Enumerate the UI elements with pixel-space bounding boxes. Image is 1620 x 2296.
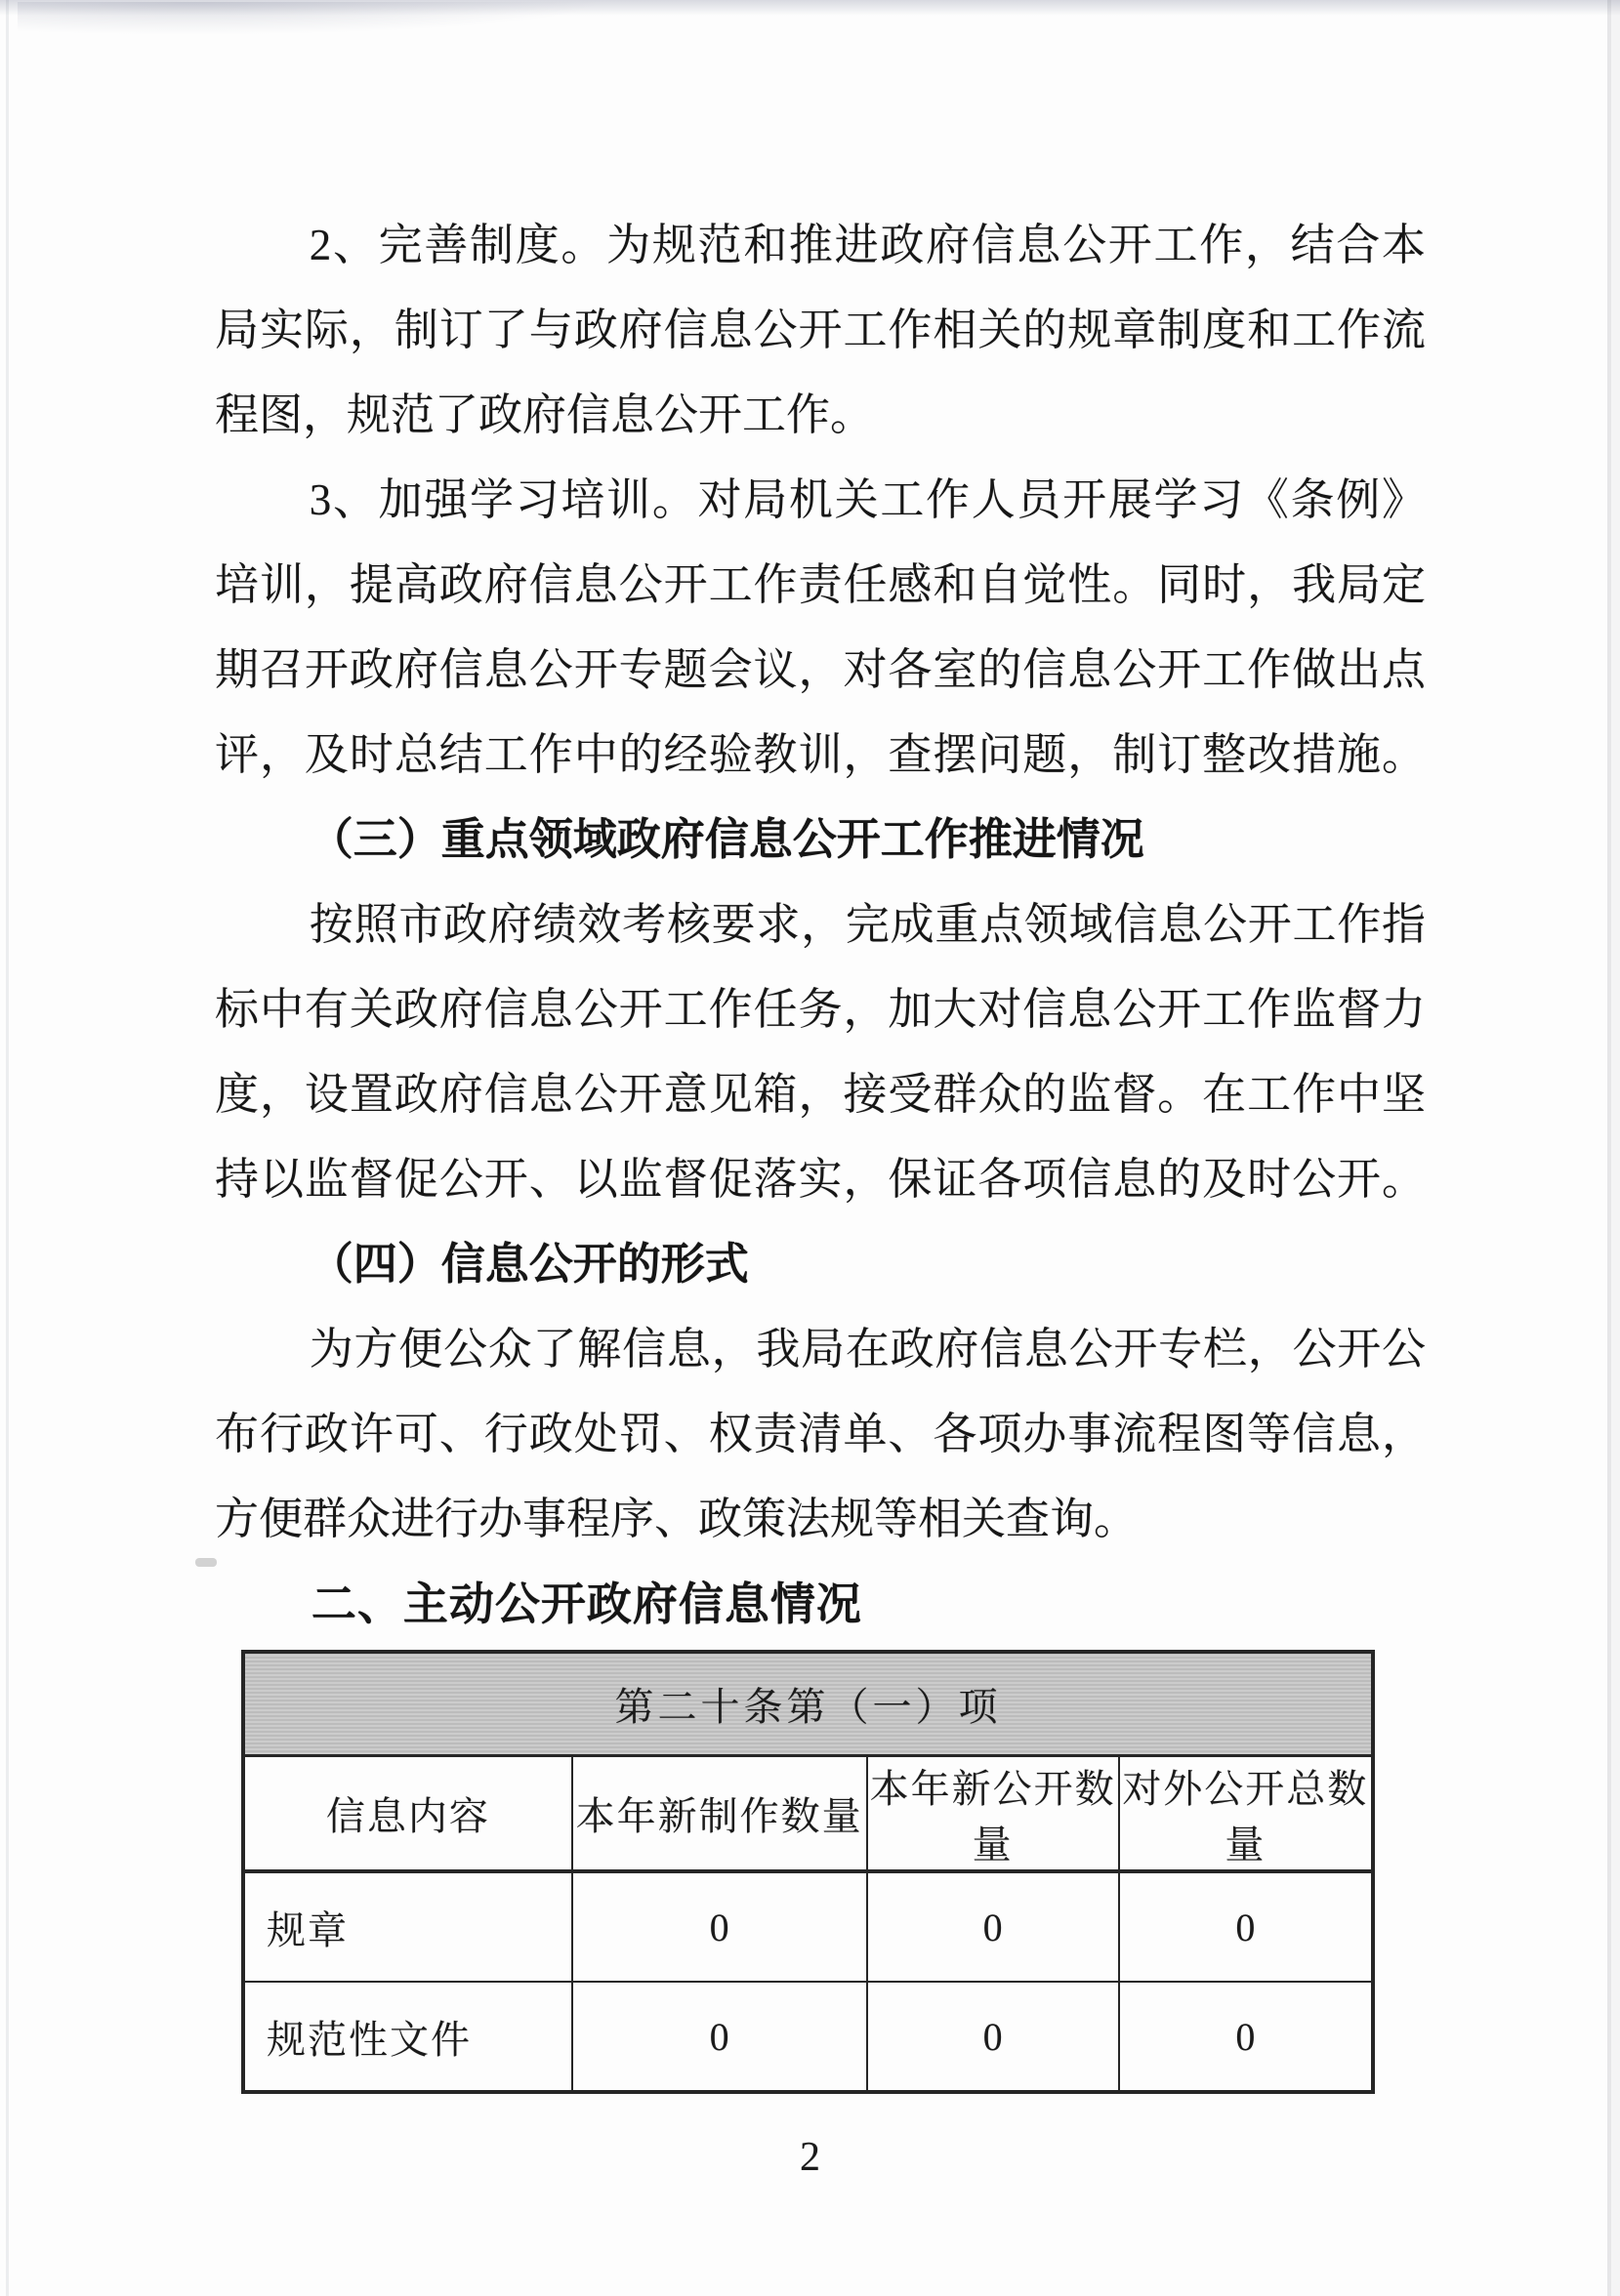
body-line: 评，及时总结工作中的经验教训，查摆问题，制订整改措施。 bbox=[215, 730, 1426, 779]
cell-value: 0 bbox=[867, 1871, 1119, 1982]
section-heading-main: 二、主动公开政府信息情况 bbox=[311, 1578, 862, 1629]
scan-artifact-right-wash bbox=[1611, 0, 1620, 2296]
table-title: 第二十条第（一）项 bbox=[243, 1652, 1373, 1756]
body-line: 2、完善制度。为规范和推进政府信息公开工作，结合本 bbox=[309, 221, 1426, 269]
table-header-row bbox=[243, 1756, 1373, 1872]
disclosure-statistics-table bbox=[241, 1650, 1375, 2094]
body-line: 持以监督促公开、以监督促落实，保证各项信息的及时公开。 bbox=[215, 1155, 1426, 1204]
column-header-total-public: 对外公开总数量 bbox=[1119, 1756, 1373, 1872]
cell-value: 0 bbox=[1119, 1982, 1373, 2092]
cell-value: 0 bbox=[1119, 1871, 1373, 1982]
body-line: 按照市政府绩效考核要求，完成重点领域信息公开工作指 bbox=[309, 900, 1426, 949]
body-line: 为方便公众了解信息，我局在政府信息公开专栏，公开公 bbox=[309, 1325, 1426, 1374]
row-label: 规范性文件 bbox=[243, 1982, 572, 2092]
table-row-regulations bbox=[243, 1871, 1373, 1982]
scan-artifact-speck bbox=[195, 1558, 217, 1567]
body-line: 方便群众进行办事程序、政策法规等相关查询。 bbox=[215, 1495, 1139, 1543]
column-header-info-content: 信息内容 bbox=[243, 1756, 572, 1872]
body-line: 程图，规范了政府信息公开工作。 bbox=[215, 390, 875, 439]
cell-value: 0 bbox=[867, 1982, 1119, 2092]
scan-artifact-right-edge bbox=[1607, 0, 1611, 2296]
table-row-normative-documents bbox=[243, 1982, 1373, 2092]
document-body bbox=[215, 203, 1426, 1647]
scan-artifact-top-left bbox=[18, 2, 603, 35]
table-title-row bbox=[243, 1652, 1373, 1756]
section-heading-4: （四）信息公开的形式 bbox=[309, 1240, 749, 1289]
row-label: 规章 bbox=[243, 1871, 572, 1982]
body-line: 布行政许可、行政处罚、权责清单、各项办事流程图等信息， bbox=[215, 1410, 1426, 1458]
cell-value: 0 bbox=[572, 1982, 867, 2092]
column-header-new-disclosed: 本年新公开数量 bbox=[867, 1756, 1119, 1872]
column-header-new-created: 本年新制作数量 bbox=[572, 1756, 867, 1872]
scan-artifact-left-edge bbox=[6, 0, 9, 2296]
body-line: 度，设置政府信息公开意见箱，接受群众的监督。在工作中坚 bbox=[215, 1070, 1426, 1119]
scan-artifact-top bbox=[0, 0, 1620, 16]
body-line: 标中有关政府信息公开工作任务，加大对信息公开工作监督力 bbox=[215, 985, 1426, 1034]
body-line: 培训，提高政府信息公开工作责任感和自觉性。同时，我局定 bbox=[215, 560, 1426, 609]
body-line: 局实际，制订了与政府信息公开工作相关的规章制度和工作流 bbox=[215, 306, 1426, 354]
section-heading-3: （三）重点领域政府信息公开工作推进情况 bbox=[309, 815, 1144, 864]
body-line: 3、加强学习培训。对局机关工作人员开展学习《条例》 bbox=[309, 475, 1426, 524]
body-line: 期召开政府信息公开专题会议，对各室的信息公开工作做出点 bbox=[215, 645, 1426, 694]
cell-value: 0 bbox=[572, 1871, 867, 1982]
page-number: 2 bbox=[800, 2135, 820, 2180]
